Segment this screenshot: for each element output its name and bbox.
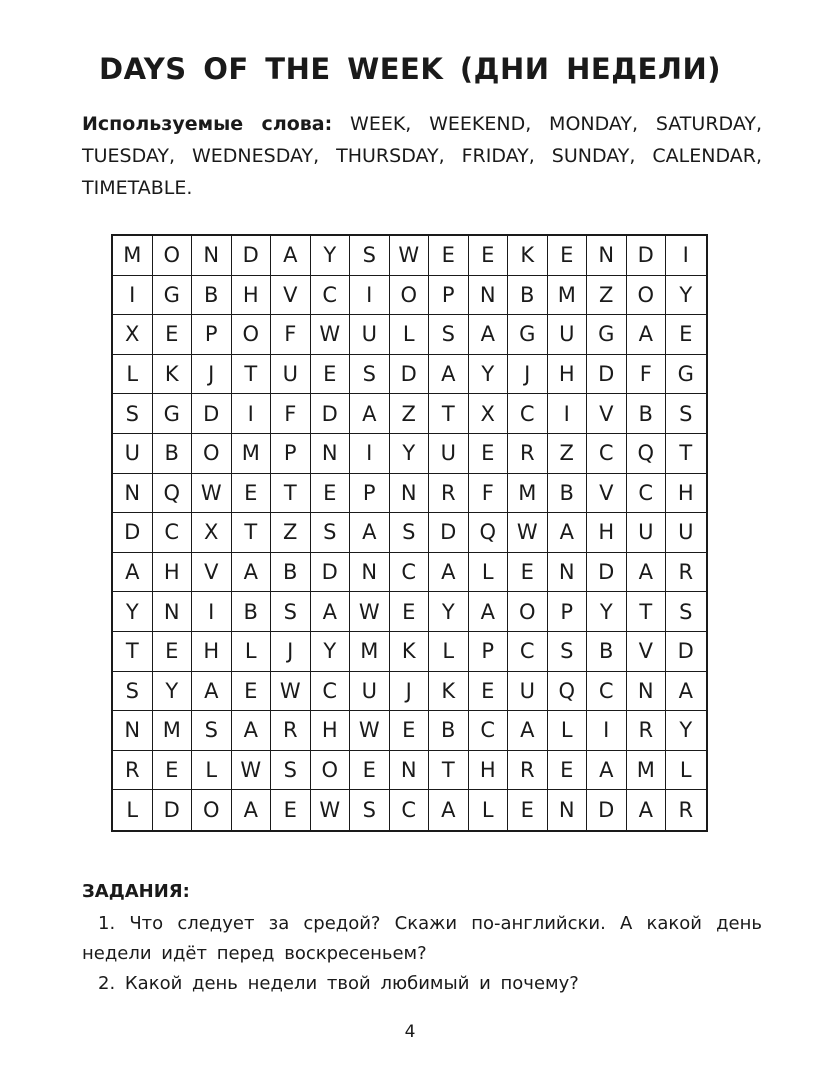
grid-cell[interactable]: E: [153, 632, 193, 672]
grid-cell[interactable]: E: [311, 355, 351, 395]
grid-cell[interactable]: L: [113, 790, 153, 830]
grid-cell[interactable]: T: [113, 632, 153, 672]
grid-cell[interactable]: P: [350, 474, 390, 514]
grid-cell[interactable]: N: [548, 790, 588, 830]
grid-cell[interactable]: M: [548, 276, 588, 316]
grid-cell[interactable]: R: [508, 751, 548, 791]
grid-cell[interactable]: G: [508, 315, 548, 355]
word-list-text: WEEK, WEEKEND, MONDAY, SATURDAY, TUESDAY, WEDNESDAY, THURSDAY, FRIDAY, SUNDAY, CALENDAR, TIMETABLE.: [82, 113, 762, 199]
grid-cell[interactable]: S: [548, 632, 588, 672]
grid-cell[interactable]: N: [390, 474, 430, 514]
grid-cell[interactable]: U: [666, 513, 706, 553]
grid-cell[interactable]: N: [390, 751, 430, 791]
grid-cell[interactable]: J: [192, 355, 232, 395]
grid-cell[interactable]: L: [113, 355, 153, 395]
grid-cell[interactable]: D: [390, 355, 430, 395]
grid-cell[interactable]: F: [271, 315, 311, 355]
grid-cell[interactable]: T: [627, 592, 667, 632]
grid-cell[interactable]: P: [469, 632, 509, 672]
grid-cell[interactable]: E: [350, 751, 390, 791]
grid-cell[interactable]: T: [666, 434, 706, 474]
grid-cell[interactable]: C: [311, 672, 351, 712]
grid-cell[interactable]: O: [508, 592, 548, 632]
grid-cell[interactable]: X: [192, 513, 232, 553]
grid-cell[interactable]: U: [350, 315, 390, 355]
grid-cell[interactable]: B: [548, 474, 588, 514]
grid-cell[interactable]: S: [311, 513, 351, 553]
grid-cell[interactable]: E: [469, 672, 509, 712]
word-search-grid: [111, 234, 708, 832]
grid-cell[interactable]: N: [548, 553, 588, 593]
grid-cell[interactable]: C: [508, 394, 548, 434]
grid-cell[interactable]: X: [469, 394, 509, 434]
grid-cell[interactable]: V: [192, 553, 232, 593]
task-item: 1. Что следует за средой? Скажи по-английски. А какой день недели идёт перед воскресеньем?: [82, 913, 762, 964]
grid-cell[interactable]: F: [469, 474, 509, 514]
grid-cell[interactable]: K: [153, 355, 193, 395]
grid-cell[interactable]: Q: [627, 434, 667, 474]
grid-cell[interactable]: L: [429, 632, 469, 672]
grid-cell[interactable]: E: [153, 751, 193, 791]
grid-cell[interactable]: A: [627, 553, 667, 593]
grid-cell[interactable]: E: [232, 672, 272, 712]
grid-cell[interactable]: V: [627, 632, 667, 672]
grid-cell[interactable]: E: [390, 592, 430, 632]
grid-cell[interactable]: E: [508, 790, 548, 830]
grid-cell[interactable]: R: [429, 474, 469, 514]
grid-cell[interactable]: S: [271, 592, 311, 632]
grid-cell[interactable]: N: [113, 711, 153, 751]
grid-cell[interactable]: O: [153, 236, 193, 276]
grid-cell[interactable]: D: [587, 355, 627, 395]
grid-cell[interactable]: U: [271, 355, 311, 395]
grid-cell[interactable]: C: [469, 711, 509, 751]
grid-cell[interactable]: W: [232, 751, 272, 791]
grid-cell[interactable]: A: [232, 553, 272, 593]
grid-cell[interactable]: K: [429, 672, 469, 712]
grid-cell[interactable]: L: [469, 553, 509, 593]
grid-cell[interactable]: E: [311, 474, 351, 514]
grid-cell[interactable]: H: [666, 474, 706, 514]
grid-cell[interactable]: D: [666, 632, 706, 672]
grid-cell[interactable]: A: [548, 513, 588, 553]
grid-cell[interactable]: J: [271, 632, 311, 672]
grid-cell[interactable]: O: [232, 315, 272, 355]
grid-cell[interactable]: L: [390, 315, 430, 355]
grid-cell[interactable]: S: [666, 394, 706, 434]
grid-cell[interactable]: C: [587, 434, 627, 474]
grid-cell[interactable]: Z: [548, 434, 588, 474]
grid-cell[interactable]: R: [627, 711, 667, 751]
grid-cell[interactable]: A: [587, 751, 627, 791]
grid-cell[interactable]: C: [627, 474, 667, 514]
grid-cell[interactable]: H: [232, 276, 272, 316]
grid-cell[interactable]: Q: [153, 474, 193, 514]
word-list: [82, 108, 762, 204]
grid-cell[interactable]: M: [350, 632, 390, 672]
word-list-label: Используемые слова:: [82, 113, 333, 135]
grid-cell[interactable]: E: [271, 790, 311, 830]
grid-cell[interactable]: W: [390, 236, 430, 276]
grid-cell[interactable]: N: [627, 672, 667, 712]
grid-cell[interactable]: O: [627, 276, 667, 316]
grid-cell[interactable]: Y: [153, 672, 193, 712]
grid-cell[interactable]: S: [350, 790, 390, 830]
grid-cell[interactable]: I: [548, 394, 588, 434]
grid-cell[interactable]: A: [113, 553, 153, 593]
grid-cell[interactable]: I: [350, 434, 390, 474]
grid-cell[interactable]: A: [429, 553, 469, 593]
grid-cell[interactable]: L: [666, 751, 706, 791]
grid-cell[interactable]: S: [429, 315, 469, 355]
grid-cell[interactable]: N: [587, 236, 627, 276]
grid-cell[interactable]: U: [508, 672, 548, 712]
grid-cell[interactable]: B: [429, 711, 469, 751]
grid-cell[interactable]: J: [390, 672, 430, 712]
tasks-header: ЗАДАНИЯ:: [82, 881, 190, 902]
grid-cell[interactable]: Y: [429, 592, 469, 632]
grid-cell[interactable]: L: [469, 790, 509, 830]
grid-cell[interactable]: G: [153, 394, 193, 434]
grid-cell[interactable]: H: [311, 711, 351, 751]
grid-cell[interactable]: L: [232, 632, 272, 672]
grid-cell[interactable]: G: [587, 315, 627, 355]
grid-cell[interactable]: M: [232, 434, 272, 474]
grid-cell[interactable]: Q: [548, 672, 588, 712]
grid-cell[interactable]: V: [271, 276, 311, 316]
grid-cell[interactable]: C: [153, 513, 193, 553]
grid-cell[interactable]: L: [192, 751, 232, 791]
grid-cell[interactable]: P: [548, 592, 588, 632]
grid-cell[interactable]: W: [508, 513, 548, 553]
grid-cell[interactable]: D: [232, 236, 272, 276]
grid-cell[interactable]: S: [666, 592, 706, 632]
grid-cell[interactable]: A: [232, 790, 272, 830]
grid-cell[interactable]: M: [113, 236, 153, 276]
grid-cell[interactable]: T: [232, 355, 272, 395]
grid-cell[interactable]: W: [350, 592, 390, 632]
grid-cell[interactable]: R: [113, 751, 153, 791]
grid-cell[interactable]: N: [192, 236, 232, 276]
grid-cell[interactable]: Y: [390, 434, 430, 474]
grid-cell[interactable]: B: [192, 276, 232, 316]
grid-cell[interactable]: D: [587, 790, 627, 830]
grid-cell[interactable]: U: [113, 434, 153, 474]
grid-cell[interactable]: A: [508, 711, 548, 751]
grid-cell[interactable]: E: [390, 711, 430, 751]
grid-cell[interactable]: W: [192, 474, 232, 514]
grid-cell[interactable]: Z: [587, 276, 627, 316]
grid-cell[interactable]: J: [508, 355, 548, 395]
grid-cell[interactable]: C: [587, 672, 627, 712]
task-item: 2. Какой день недели твой любимый и почему?: [98, 973, 579, 994]
grid-cell[interactable]: H: [192, 632, 232, 672]
grid-cell[interactable]: A: [429, 355, 469, 395]
grid-cell[interactable]: P: [192, 315, 232, 355]
grid-cell[interactable]: D: [311, 553, 351, 593]
grid-cell[interactable]: A: [192, 672, 232, 712]
grid-cell[interactable]: D: [153, 790, 193, 830]
grid-cell[interactable]: U: [350, 672, 390, 712]
grid-cell[interactable]: D: [311, 394, 351, 434]
grid-cell[interactable]: A: [627, 315, 667, 355]
grid-cell[interactable]: H: [469, 751, 509, 791]
grid-cell[interactable]: O: [192, 434, 232, 474]
grid-cell[interactable]: K: [390, 632, 430, 672]
grid-cell[interactable]: Y: [666, 276, 706, 316]
grid-cell[interactable]: S: [113, 672, 153, 712]
grid-cell[interactable]: B: [627, 394, 667, 434]
grid-cell[interactable]: S: [113, 394, 153, 434]
grid-cell[interactable]: T: [429, 751, 469, 791]
grid-cell[interactable]: O: [390, 276, 430, 316]
grid-cell[interactable]: Y: [113, 592, 153, 632]
grid-cell[interactable]: N: [113, 474, 153, 514]
grid-cell[interactable]: D: [627, 236, 667, 276]
grid-cell[interactable]: S: [350, 355, 390, 395]
grid-cell[interactable]: D: [587, 553, 627, 593]
grid-cell[interactable]: L: [548, 711, 588, 751]
grid-cell[interactable]: F: [627, 355, 667, 395]
grid-cell[interactable]: W: [311, 315, 351, 355]
grid-cell[interactable]: R: [678, 798, 694, 823]
page-title: DAYS OF THE WEEK (ДНИ НЕДЕЛИ): [99, 52, 721, 86]
grid-cell[interactable]: Q: [469, 513, 509, 553]
grid-cell[interactable]: A: [666, 672, 706, 712]
grid-cell[interactable]: M: [508, 474, 548, 514]
grid-cell[interactable]: I: [232, 394, 272, 434]
grid-cell[interactable]: H: [548, 355, 588, 395]
grid-cell[interactable]: V: [587, 474, 627, 514]
grid-cell[interactable]: I: [666, 236, 706, 276]
grid-cell[interactable]: E: [508, 553, 548, 593]
tasks-section: [82, 877, 762, 999]
grid-cell[interactable]: M: [153, 711, 193, 751]
grid-cell[interactable]: A: [469, 315, 509, 355]
grid-cell[interactable]: C: [390, 790, 430, 830]
grid-cell[interactable]: B: [508, 276, 548, 316]
page-number: 4: [404, 1022, 416, 1042]
grid-cell[interactable]: S: [192, 711, 232, 751]
grid-cell[interactable]: R: [666, 553, 706, 593]
grid-cell[interactable]: W: [271, 672, 311, 712]
grid-cell[interactable]: B: [271, 553, 311, 593]
grid-cell[interactable]: A: [429, 790, 469, 830]
grid-cell[interactable]: E: [469, 434, 509, 474]
grid-cell[interactable]: B: [587, 632, 627, 672]
grid-cell[interactable]: I: [192, 592, 232, 632]
grid-cell[interactable]: A: [627, 790, 667, 830]
grid-cell[interactable]: O: [192, 790, 232, 830]
grid-cell[interactable]: N: [350, 553, 390, 593]
grid-cell[interactable]: G: [666, 355, 706, 395]
grid-cell[interactable]: N: [469, 276, 509, 316]
grid-cell[interactable]: W: [311, 790, 351, 830]
grid-cell[interactable]: Z: [390, 394, 430, 434]
grid-cell[interactable]: Y: [587, 592, 627, 632]
grid-cell[interactable]: R: [508, 434, 548, 474]
grid-cell[interactable]: Y: [666, 711, 706, 751]
grid-cell[interactable]: I: [113, 276, 153, 316]
grid-cell[interactable]: S: [271, 751, 311, 791]
grid-cell[interactable]: C: [508, 632, 548, 672]
grid-cell[interactable]: D: [429, 513, 469, 553]
grid-cell[interactable]: T: [429, 394, 469, 434]
grid-cell[interactable]: H: [587, 513, 627, 553]
grid-cell[interactable]: U: [627, 513, 667, 553]
grid-cell[interactable]: W: [350, 711, 390, 751]
grid-cell[interactable]: E: [429, 236, 469, 276]
grid-cell[interactable]: C: [390, 553, 430, 593]
grid-cell[interactable]: U: [429, 434, 469, 474]
grid-cell[interactable]: Y: [469, 355, 509, 395]
grid-cell[interactable]: A: [350, 513, 390, 553]
grid-cell[interactable]: H: [153, 553, 193, 593]
grid-cell[interactable]: A: [232, 711, 272, 751]
grid-cell[interactable]: O: [311, 751, 351, 791]
grid-cell[interactable]: B: [153, 434, 193, 474]
grid-cell[interactable]: A: [311, 592, 351, 632]
grid-cell[interactable]: I: [350, 276, 390, 316]
grid-cell[interactable]: I: [587, 711, 627, 751]
grid-cell[interactable]: S: [350, 236, 390, 276]
grid-cell[interactable]: U: [548, 315, 588, 355]
grid-cell[interactable]: R: [271, 711, 311, 751]
grid-cell[interactable]: S: [390, 513, 430, 553]
grid-cell[interactable]: K: [508, 236, 548, 276]
grid-cell[interactable]: C: [311, 276, 351, 316]
grid-cell[interactable]: P: [429, 276, 469, 316]
grid-cell[interactable]: E: [232, 474, 272, 514]
grid-cell[interactable]: B: [232, 592, 272, 632]
grid-cell[interactable]: E: [469, 236, 509, 276]
grid-cell[interactable]: V: [587, 394, 627, 434]
grid-cell[interactable]: E: [153, 315, 193, 355]
grid-cell[interactable]: N: [311, 434, 351, 474]
grid-cell[interactable]: Y: [311, 632, 351, 672]
grid-cell[interactable]: G: [153, 276, 193, 316]
grid-cell[interactable]: D: [192, 394, 232, 434]
grid-cell[interactable]: Y: [311, 236, 351, 276]
grid-cell[interactable]: A: [469, 592, 509, 632]
grid-cell[interactable]: T: [232, 513, 272, 553]
grid-cell[interactable]: E: [548, 751, 588, 791]
grid-cell[interactable]: N: [153, 592, 193, 632]
grid-cell[interactable]: D: [113, 513, 153, 553]
grid-cell[interactable]: M: [627, 751, 667, 791]
grid-cell[interactable]: A: [350, 394, 390, 434]
grid-cell[interactable]: F: [271, 394, 311, 434]
grid-cell[interactable]: E: [548, 236, 588, 276]
grid-cell[interactable]: P: [271, 434, 311, 474]
grid-cell[interactable]: A: [271, 236, 311, 276]
grid-cell[interactable]: T: [271, 474, 311, 514]
grid-cell[interactable]: X: [113, 315, 153, 355]
grid-cell[interactable]: E: [666, 315, 706, 355]
grid-cell[interactable]: Z: [271, 513, 311, 553]
